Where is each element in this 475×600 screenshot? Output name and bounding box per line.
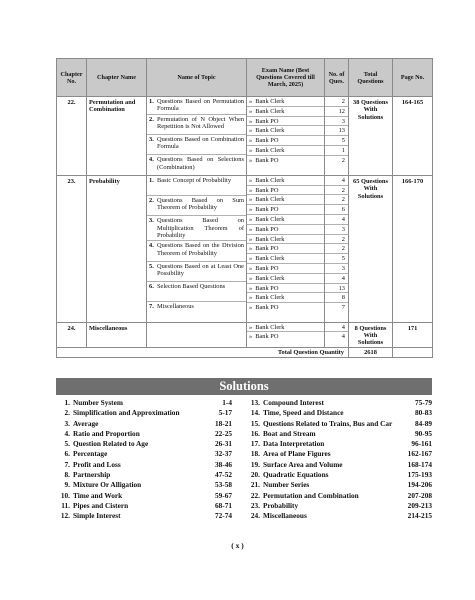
solution-pages: 84-89 — [414, 418, 432, 428]
exam-entry — [247, 195, 324, 205]
solution-pages: 59-67 — [214, 490, 232, 500]
solution-pages: 175-193 — [407, 470, 432, 480]
exam-name: Bank PO — [255, 284, 279, 292]
solution-pages: 72-74 — [214, 511, 232, 521]
solution-pages: 32-37 — [214, 449, 232, 459]
total-row — [57, 347, 433, 357]
exam-bullet: » — [249, 284, 253, 292]
total-value: 2618 — [349, 347, 393, 357]
exam-name: Bank PO — [255, 137, 279, 145]
question-count: 2 — [325, 195, 348, 205]
exam-name: Bank Clerk — [255, 146, 285, 154]
exam-bullet: » — [249, 98, 253, 105]
solution-number: 24. — [250, 511, 260, 521]
topic-title: Questions Based on Sum Theorem of Probability — [157, 196, 244, 212]
topic-number: 7. — [149, 302, 154, 310]
exam-bullet: » — [249, 245, 253, 253]
chapter-total: 38 Questions With Solutions — [349, 97, 393, 176]
solution-item — [246, 501, 432, 511]
topic-title: Permutation of N Object When Repetition is Not Allowed — [157, 115, 244, 131]
exam-entry — [247, 176, 324, 186]
solution-number: 22. — [250, 490, 260, 500]
exam-entry — [247, 186, 324, 196]
question-count: 4 — [325, 274, 348, 284]
exam-entry — [247, 244, 324, 254]
exam-bullet: » — [249, 206, 253, 214]
solutions-list-left — [56, 398, 232, 522]
question-count: 7 — [341, 304, 345, 312]
solution-pages: 22-25 — [214, 428, 232, 438]
solution-title: Pipes and Cistern — [73, 500, 129, 510]
exam-bullet: » — [249, 137, 253, 145]
chapter-number: 23. — [57, 175, 87, 322]
solution-item — [56, 408, 232, 418]
solution-number: 7. — [64, 459, 70, 469]
question-count: 4 — [325, 323, 348, 333]
solution-item — [56, 449, 232, 459]
header-chapter-name: Chapter Name — [87, 59, 147, 97]
exam-bullet: » — [249, 156, 253, 164]
solution-number: 18. — [250, 449, 260, 459]
chapter-row — [57, 175, 433, 322]
topic-title — [157, 324, 244, 342]
topic-title: Selection Based Questions — [157, 282, 226, 290]
topic-number: 3. — [149, 136, 154, 143]
solution-pages: 162-167 — [407, 449, 432, 459]
chapter-row — [57, 322, 433, 347]
exam-entry — [247, 126, 324, 136]
exam-entry — [247, 107, 324, 117]
solution-item — [246, 408, 432, 418]
page-number: ( x ) — [231, 541, 244, 550]
solution-title: Number System — [73, 398, 123, 407]
topic-item — [147, 323, 246, 343]
topic-item — [147, 135, 246, 155]
header-no-ques: No. of Ques. — [325, 59, 349, 97]
solution-pages: 1-4 — [222, 398, 232, 407]
exam-bullet: » — [249, 323, 253, 331]
exam-name: Bank PO — [255, 333, 279, 341]
exam-entry — [247, 117, 324, 127]
question-count-cell — [325, 97, 349, 176]
exam-entry — [247, 332, 324, 342]
exam-entry — [247, 274, 324, 284]
solution-pages: 75-79 — [414, 398, 432, 407]
exam-entry — [247, 97, 324, 107]
solution-pages: 80-83 — [414, 408, 432, 418]
solution-item — [56, 470, 232, 480]
solution-item — [246, 429, 432, 439]
topic-item — [147, 241, 246, 261]
topic-item — [147, 115, 246, 135]
chapter-total: 8 Questions With Solutions — [349, 322, 393, 347]
exam-cell — [247, 175, 325, 322]
solution-title: Compound Interest — [263, 398, 324, 407]
exam-bullet: » — [249, 294, 253, 302]
solution-number: 8. — [64, 470, 70, 480]
solution-number: 10. — [60, 490, 70, 500]
chapter-pages: 171 — [393, 322, 433, 347]
total-label: Total Question Quantity — [57, 347, 349, 357]
exam-bullet: » — [249, 264, 253, 272]
header-page: Page No. — [393, 59, 433, 97]
exam-bullet: » — [249, 146, 253, 154]
chapter-total: 65 Questions With Solutions — [349, 175, 393, 322]
solution-pages: 207-208 — [407, 490, 432, 500]
solution-title: Questions Related to Trains, Bus and Car — [263, 418, 393, 428]
question-count: 4 — [325, 176, 348, 186]
solution-number: 13. — [250, 398, 260, 407]
question-count: 3 — [325, 117, 348, 127]
chapter-number: 22. — [57, 97, 87, 176]
topic-number: 3. — [149, 217, 154, 225]
chapter-pages: 164-165 — [393, 97, 433, 176]
exam-bullet: » — [249, 215, 253, 223]
exam-bullet: » — [249, 186, 253, 194]
solution-title: Time, Speed and Distance — [263, 408, 344, 418]
header-total: Total Questions — [349, 59, 393, 97]
exam-name: Bank PO — [255, 245, 279, 253]
solution-pages: 68-71 — [214, 500, 232, 510]
solution-item — [246, 449, 432, 459]
solution-pages: 53-58 — [214, 480, 232, 490]
solution-number: 2. — [64, 408, 70, 418]
exam-entry — [247, 293, 324, 303]
exam-name: Bank Clerk — [255, 215, 285, 223]
exam-entry — [247, 205, 324, 215]
exam-name: Bank Clerk — [255, 235, 285, 243]
solution-title: Partnership — [73, 470, 111, 480]
exam-name: Bank PO — [255, 225, 279, 233]
question-count: 3 — [325, 225, 348, 235]
solution-number: 5. — [64, 439, 70, 449]
solution-pages: 194-206 — [407, 480, 432, 490]
solution-title: Mixture Or Alligation — [73, 480, 142, 490]
exam-bullet: » — [249, 176, 253, 184]
topic-title: Questions Based on at Least One Possibility — [157, 262, 244, 277]
header-chapter-no: Chapter No. — [57, 59, 87, 97]
exam-bullet: » — [249, 127, 253, 135]
exam-bullet: » — [249, 225, 253, 233]
topic-item — [147, 216, 246, 241]
solution-title: Ratio and Proportion — [73, 428, 140, 438]
question-count-cell — [325, 175, 349, 322]
solution-item — [56, 491, 232, 501]
solution-pages: 214-215 — [407, 511, 432, 521]
solution-item — [246, 419, 432, 429]
solution-number: 15. — [250, 418, 260, 428]
solution-number: 6. — [64, 449, 70, 459]
chapter-name: Miscellaneous — [87, 322, 147, 347]
solution-number: 20. — [250, 470, 260, 480]
question-count: 2 — [341, 156, 345, 164]
exam-bullet: » — [249, 304, 253, 312]
topic-item — [147, 155, 246, 175]
solution-number: 14. — [250, 408, 260, 418]
exam-entry — [247, 156, 324, 166]
topic-title: Questions Based on Permutation Formula — [157, 98, 244, 113]
question-count: 13 — [325, 126, 348, 136]
exam-name: Bank Clerk — [255, 107, 285, 115]
solution-title: Simple Interest — [73, 511, 121, 521]
solution-title: Quadratic Equations — [263, 470, 329, 480]
topic-item — [147, 97, 246, 115]
solution-title: Data Interpretation — [263, 439, 325, 449]
topic-number: 6. — [149, 282, 154, 290]
question-count: 3 — [325, 264, 348, 274]
question-count: 8 — [325, 293, 348, 303]
question-count: 2 — [325, 244, 348, 254]
solution-title: Percentage — [73, 449, 108, 459]
solution-title: Profit and Loss — [73, 459, 121, 469]
solution-title: Number Series — [263, 480, 310, 490]
solution-title: Question Related to Age — [73, 439, 149, 449]
solution-pages: 18-21 — [214, 418, 232, 428]
solutions-heading: Solutions — [56, 378, 432, 395]
solution-pages: 38-46 — [214, 459, 232, 469]
topic-number: 1. — [149, 98, 154, 105]
topic-item — [147, 282, 246, 302]
solution-number: 4. — [64, 428, 70, 438]
total-row-blank — [393, 347, 433, 357]
exam-name: Bank PO — [255, 304, 279, 312]
exam-name: Bank PO — [255, 186, 279, 194]
solution-number: 11. — [61, 500, 70, 510]
solution-pages: 168-174 — [407, 459, 432, 469]
solution-title: Area of Plane Figures — [263, 449, 331, 459]
exam-bullet: » — [249, 117, 253, 125]
topic-title: Questions Based on Selections (Combination) — [157, 156, 244, 171]
exam-entry — [247, 323, 324, 333]
chapter-row — [57, 97, 433, 176]
solution-item — [246, 398, 432, 408]
exam-entry — [247, 284, 324, 294]
solution-title: Time and Work — [73, 490, 123, 500]
solution-pages: 47-52 — [214, 470, 232, 480]
topic-number: 4. — [149, 242, 154, 250]
topic-number: 5. — [149, 262, 154, 270]
header-exam: Exam Name (Best Questions Covered till March, 2025) — [247, 59, 325, 97]
solution-item — [246, 511, 432, 521]
exam-entry — [247, 264, 324, 274]
topic-title: Questions Based on Multiplication Theorem of Probability — [157, 217, 244, 239]
exam-cell — [247, 322, 325, 347]
solutions-list-right — [246, 398, 432, 522]
exam-name: Bank Clerk — [255, 176, 285, 184]
solution-title: Surface Area and Volume — [263, 459, 343, 469]
solution-pages: 96-161 — [411, 439, 432, 449]
solution-item — [56, 398, 232, 408]
question-count: 12 — [325, 107, 348, 117]
question-count: 1 — [325, 146, 348, 156]
question-count: 4 — [341, 333, 345, 341]
solution-pages: 209-213 — [407, 500, 432, 510]
chapter-number: 24. — [57, 322, 87, 347]
solution-number: 21. — [250, 480, 260, 490]
exam-name: Bank Clerk — [255, 323, 285, 331]
chapter-name: Permutation and Combination — [87, 97, 147, 176]
solution-pages: 5-17 — [218, 408, 232, 418]
exam-bullet: » — [249, 196, 253, 204]
topic-cell — [147, 175, 247, 322]
exam-cell — [247, 97, 325, 176]
solution-item — [246, 439, 432, 449]
topic-number — [149, 324, 157, 342]
question-count: 4 — [325, 215, 348, 225]
solution-number: 19. — [250, 459, 260, 469]
solution-title: Probability — [263, 500, 299, 510]
solution-number: 1. — [64, 398, 70, 407]
topic-number: 1. — [149, 176, 154, 184]
exam-name: Bank Clerk — [255, 274, 285, 282]
topic-number: 2. — [149, 115, 154, 123]
topic-title: Miscellaneous — [157, 302, 194, 310]
solution-item — [246, 480, 432, 490]
topic-cell — [147, 97, 247, 176]
exam-bullet: » — [249, 107, 253, 115]
solution-item — [246, 491, 432, 501]
question-count: 5 — [325, 136, 348, 146]
solution-number: 3. — [64, 418, 70, 428]
exam-bullet: » — [249, 255, 253, 263]
solution-item — [56, 439, 232, 449]
exam-bullet: » — [249, 333, 253, 341]
solution-item — [56, 511, 232, 521]
exam-name: Bank PO — [255, 206, 279, 214]
solution-title: Permutation and Combination — [263, 490, 359, 500]
question-count-cell — [325, 322, 349, 347]
header-topic: Name of Topic — [147, 59, 247, 97]
exam-entry — [247, 215, 324, 225]
solution-item — [246, 460, 432, 470]
solution-item — [56, 501, 232, 511]
exam-entry — [247, 146, 324, 156]
topic-number: 4. — [149, 156, 154, 164]
topic-title: Questions Based on the Division Theorem of Probability — [157, 242, 244, 257]
question-count: 6 — [325, 205, 348, 215]
exam-name: Bank Clerk — [255, 127, 285, 135]
chapter-pages: 166-170 — [393, 175, 433, 322]
solution-item — [56, 419, 232, 429]
exam-name: Bank Clerk — [255, 294, 285, 302]
exam-entry — [247, 225, 324, 235]
exam-name: Bank PO — [255, 117, 279, 125]
solution-title: Boat and Stream — [263, 428, 316, 438]
exam-entry — [247, 136, 324, 146]
topic-title: Basic Concept of Probability — [157, 176, 232, 184]
solution-number: 9. — [64, 480, 70, 490]
solution-title: Miscellaneous — [263, 511, 307, 521]
exam-name: Bank PO — [255, 264, 279, 272]
topic-item — [147, 302, 246, 322]
topic-item — [147, 176, 246, 196]
topic-title: Questions Based on Combination Formula — [157, 136, 244, 151]
solution-number: 12. — [60, 511, 70, 521]
solution-item — [56, 480, 232, 490]
exam-entry — [247, 303, 324, 313]
question-count: 13 — [325, 284, 348, 294]
exam-name: Bank PO — [255, 156, 279, 164]
question-count: 2 — [325, 186, 348, 196]
topic-cell — [147, 322, 247, 347]
question-count: 2 — [325, 235, 348, 245]
solution-item — [56, 429, 232, 439]
solution-item — [56, 460, 232, 470]
exam-name: Bank Clerk — [255, 196, 285, 204]
question-count: 2 — [325, 97, 348, 107]
exam-bullet: » — [249, 274, 253, 282]
solution-number: 17. — [250, 439, 260, 449]
contents-table — [56, 58, 433, 358]
topic-number: 2. — [149, 196, 154, 204]
exam-entry — [247, 235, 324, 245]
question-count: 5 — [325, 254, 348, 264]
solution-number: 16. — [250, 428, 260, 438]
solution-title: Simplification and Approximation — [73, 408, 180, 418]
solution-pages: 26-31 — [214, 439, 232, 449]
exam-name: Bank Clerk — [255, 98, 285, 105]
exam-entry — [247, 254, 324, 264]
exam-bullet: » — [249, 235, 253, 243]
table-body — [57, 97, 433, 348]
solution-number: 23. — [250, 500, 260, 510]
solution-item — [246, 470, 432, 480]
topic-item — [147, 196, 246, 216]
table-header-row — [57, 59, 433, 97]
solution-title: Average — [73, 418, 99, 428]
chapter-name: Probability — [87, 175, 147, 322]
solution-pages: 90-95 — [414, 428, 432, 438]
topic-item — [147, 262, 246, 282]
exam-name: Bank Clerk — [255, 255, 285, 263]
